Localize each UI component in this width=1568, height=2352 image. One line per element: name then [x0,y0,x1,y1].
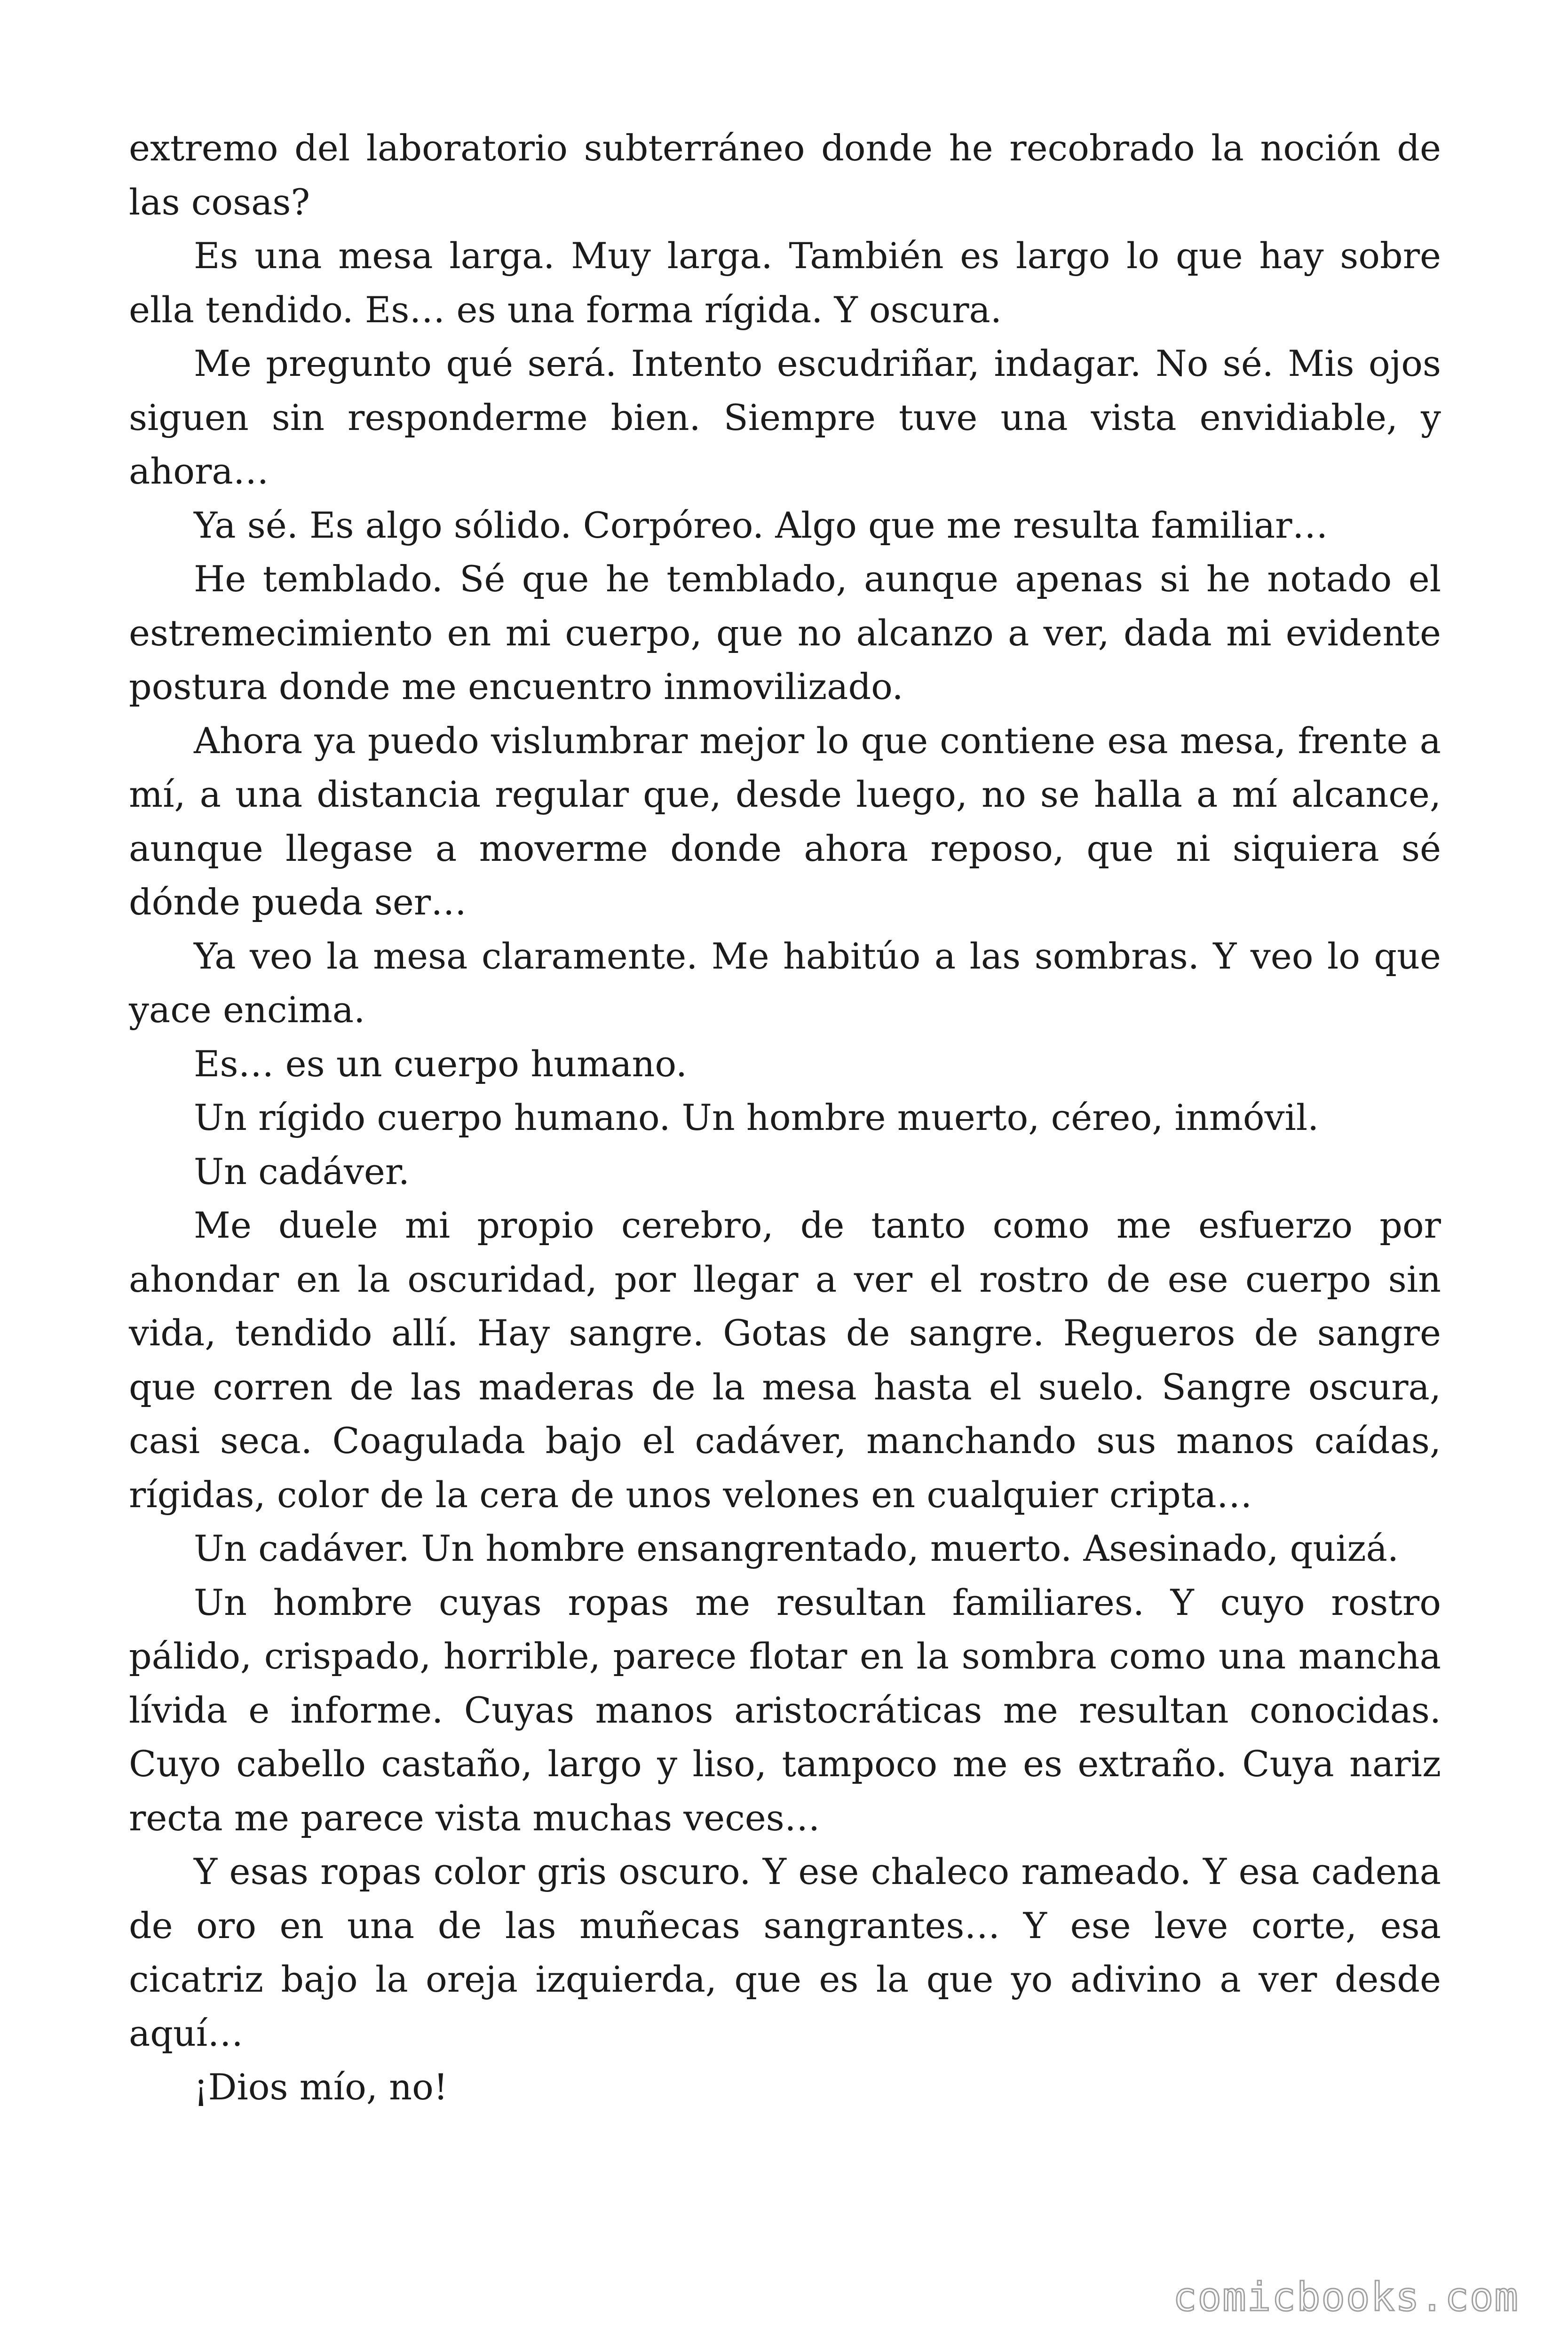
paragraph: Un cadáver. [194,1150,410,1192]
paragraph: extremo del laboratorio subterráneo donde he recobrado la noción de las cosas? [129,127,1441,223]
paragraph: He temblado. Sé que he temblado, aunque apenas si he notado el estremecimiento en mi cuerpo, que no alcanzo a ver, dada mi evidente postura donde me encuentro inmovilizado. [129,558,1441,707]
paragraph: ¡Dios mío, no! [194,2066,448,2108]
paragraph: Un hombre cuyas ropas me resultan familiares. Y cuyo rostro pálido, crispado, horrible, parece flotar en la sombra como una mancha lívida e informe. Cuyas manos aristocráticas me resultan conocidas. Cuyo cabello castaño, largo y liso, tampoco me es extraño. Cuya nariz recta me parece vista muchas veces… [129,1581,1441,1839]
paragraph: Es… es un cuerpo humano. [194,1042,688,1085]
paragraph: Y esas ropas color gris oscuro. Y ese chaleco rameado. Y esa cadena de oro en una de las muñecas sangrantes… Y ese leve corte, esa cicatriz bajo la oreja izquierda, que es la que yo adivino a ver desde aquí… [129,1851,1441,2054]
paragraph: Ya veo la mesa claramente. Me habitúo a las sombras. Y veo lo que yace encima. [129,935,1441,1031]
paragraph: Un rígido cuerpo humano. Un hombre muerto, céreo, inmóvil. [194,1097,1319,1138]
paragraph: Es una mesa larga. Muy larga. También es largo lo que hay sobre ella tendido. Es… es una forma rígida. Y oscura. [129,235,1441,331]
page-body-text [129,121,1441,2114]
paragraph: Me pregunto qué será. Intento escudriñar, indagar. No sé. Mis ojos siguen sin responderme bien. Siempre tuve una vista envidiable, y ahora… [129,342,1441,492]
paragraph: Me duele mi propio cerebro, de tanto como me esfuerzo por ahondar en la oscuridad, por llegar a ver el rostro de ese cuerpo sin vida, tendido allí. Hay sangre. Gotas de sangre. Regueros de sangre que corren de las maderas de la mesa hasta el suelo. Sangre oscura, casi seca. Coagulada bajo el cadáver, manchando sus manos caídas, rígidas, color de la cera de unos velones en cualquier cripta… [129,1204,1441,1516]
paragraph: Ahora ya puedo vislumbrar mejor lo que contiene esa mesa, frente a mí, a una distancia regular que, desde luego, no se halla a mí alcance, aunque llegase a moverme donde ahora reposo, que ni siquiera sé dónde pueda ser… [129,719,1441,923]
paragraph: Un cadáver. Un hombre ensangrentado, muerto. Asesinado, quizá. [194,1527,1399,1569]
paragraph: Ya sé. Es algo sólido. Corpóreo. Algo que me resulta familiar… [194,504,1328,546]
site-watermark: comicbooks.com [1172,2274,1519,2320]
